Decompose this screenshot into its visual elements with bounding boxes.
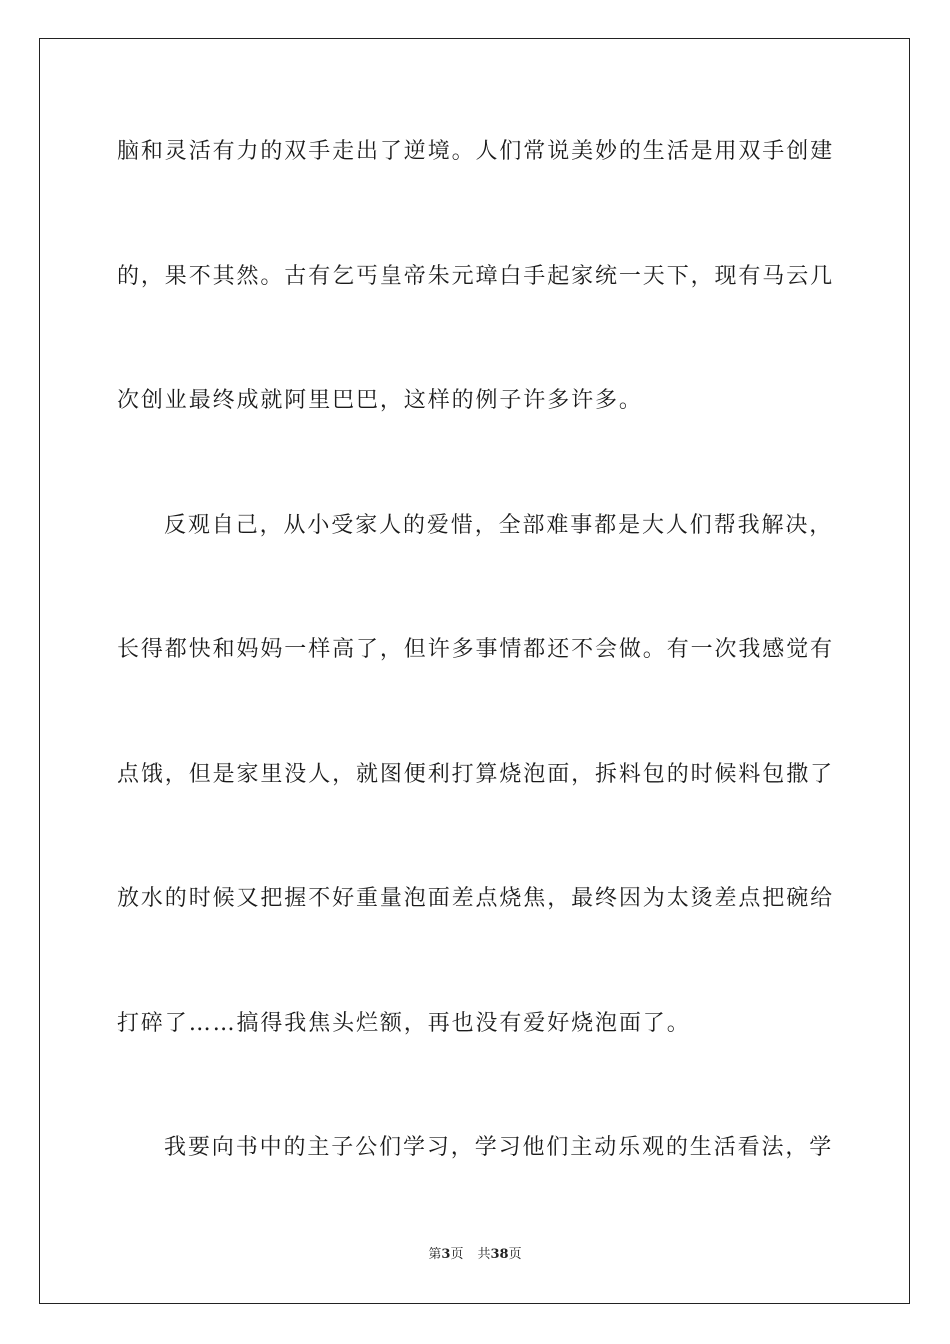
paragraph-start-line: 反观自己，从小受家人的爱惜，全部难事都是大人们帮我解决， (164, 513, 834, 538)
page-footer (0, 1246, 950, 1264)
paragraph-start-line: 我要向书中的主子公们学习，学习他们主动乐观的生活看法，学 (164, 1135, 834, 1160)
current-page-number: 3 (441, 1247, 451, 1262)
page-unit: 页 (450, 1247, 464, 1262)
page-border (39, 38, 910, 1304)
text-line: 点饿，但是家里没人，就图便利打算烧泡面，拆料包的时候料包撒了 (117, 762, 835, 787)
text-line: 次创业最终成就阿里巴巴，这样的例子许多许多。 (117, 388, 643, 413)
total-page-count: 38 (490, 1247, 509, 1262)
total-prefix: 共 (477, 1247, 491, 1262)
total-unit: 页 (508, 1247, 522, 1262)
page-prefix: 第 (428, 1247, 442, 1262)
text-line: 脑和灵活有力的双手走出了逆境。人们常说美妙的生活是用双手创建 (117, 139, 835, 164)
text-line: 长得都快和妈妈一样高了，但许多事情都还不会做。有一次我感觉有 (117, 637, 835, 662)
text-line: 打碎了……搞得我焦头烂额，再也没有爱好烧泡面了。 (117, 1011, 691, 1036)
text-line: 放水的时候又把握不好重量泡面差点烧焦，最终因为太烫差点把碗给 (117, 886, 835, 911)
text-line: 的，果不其然。古有乞丐皇帝朱元璋白手起家统一天下，现有马云几 (117, 264, 835, 289)
